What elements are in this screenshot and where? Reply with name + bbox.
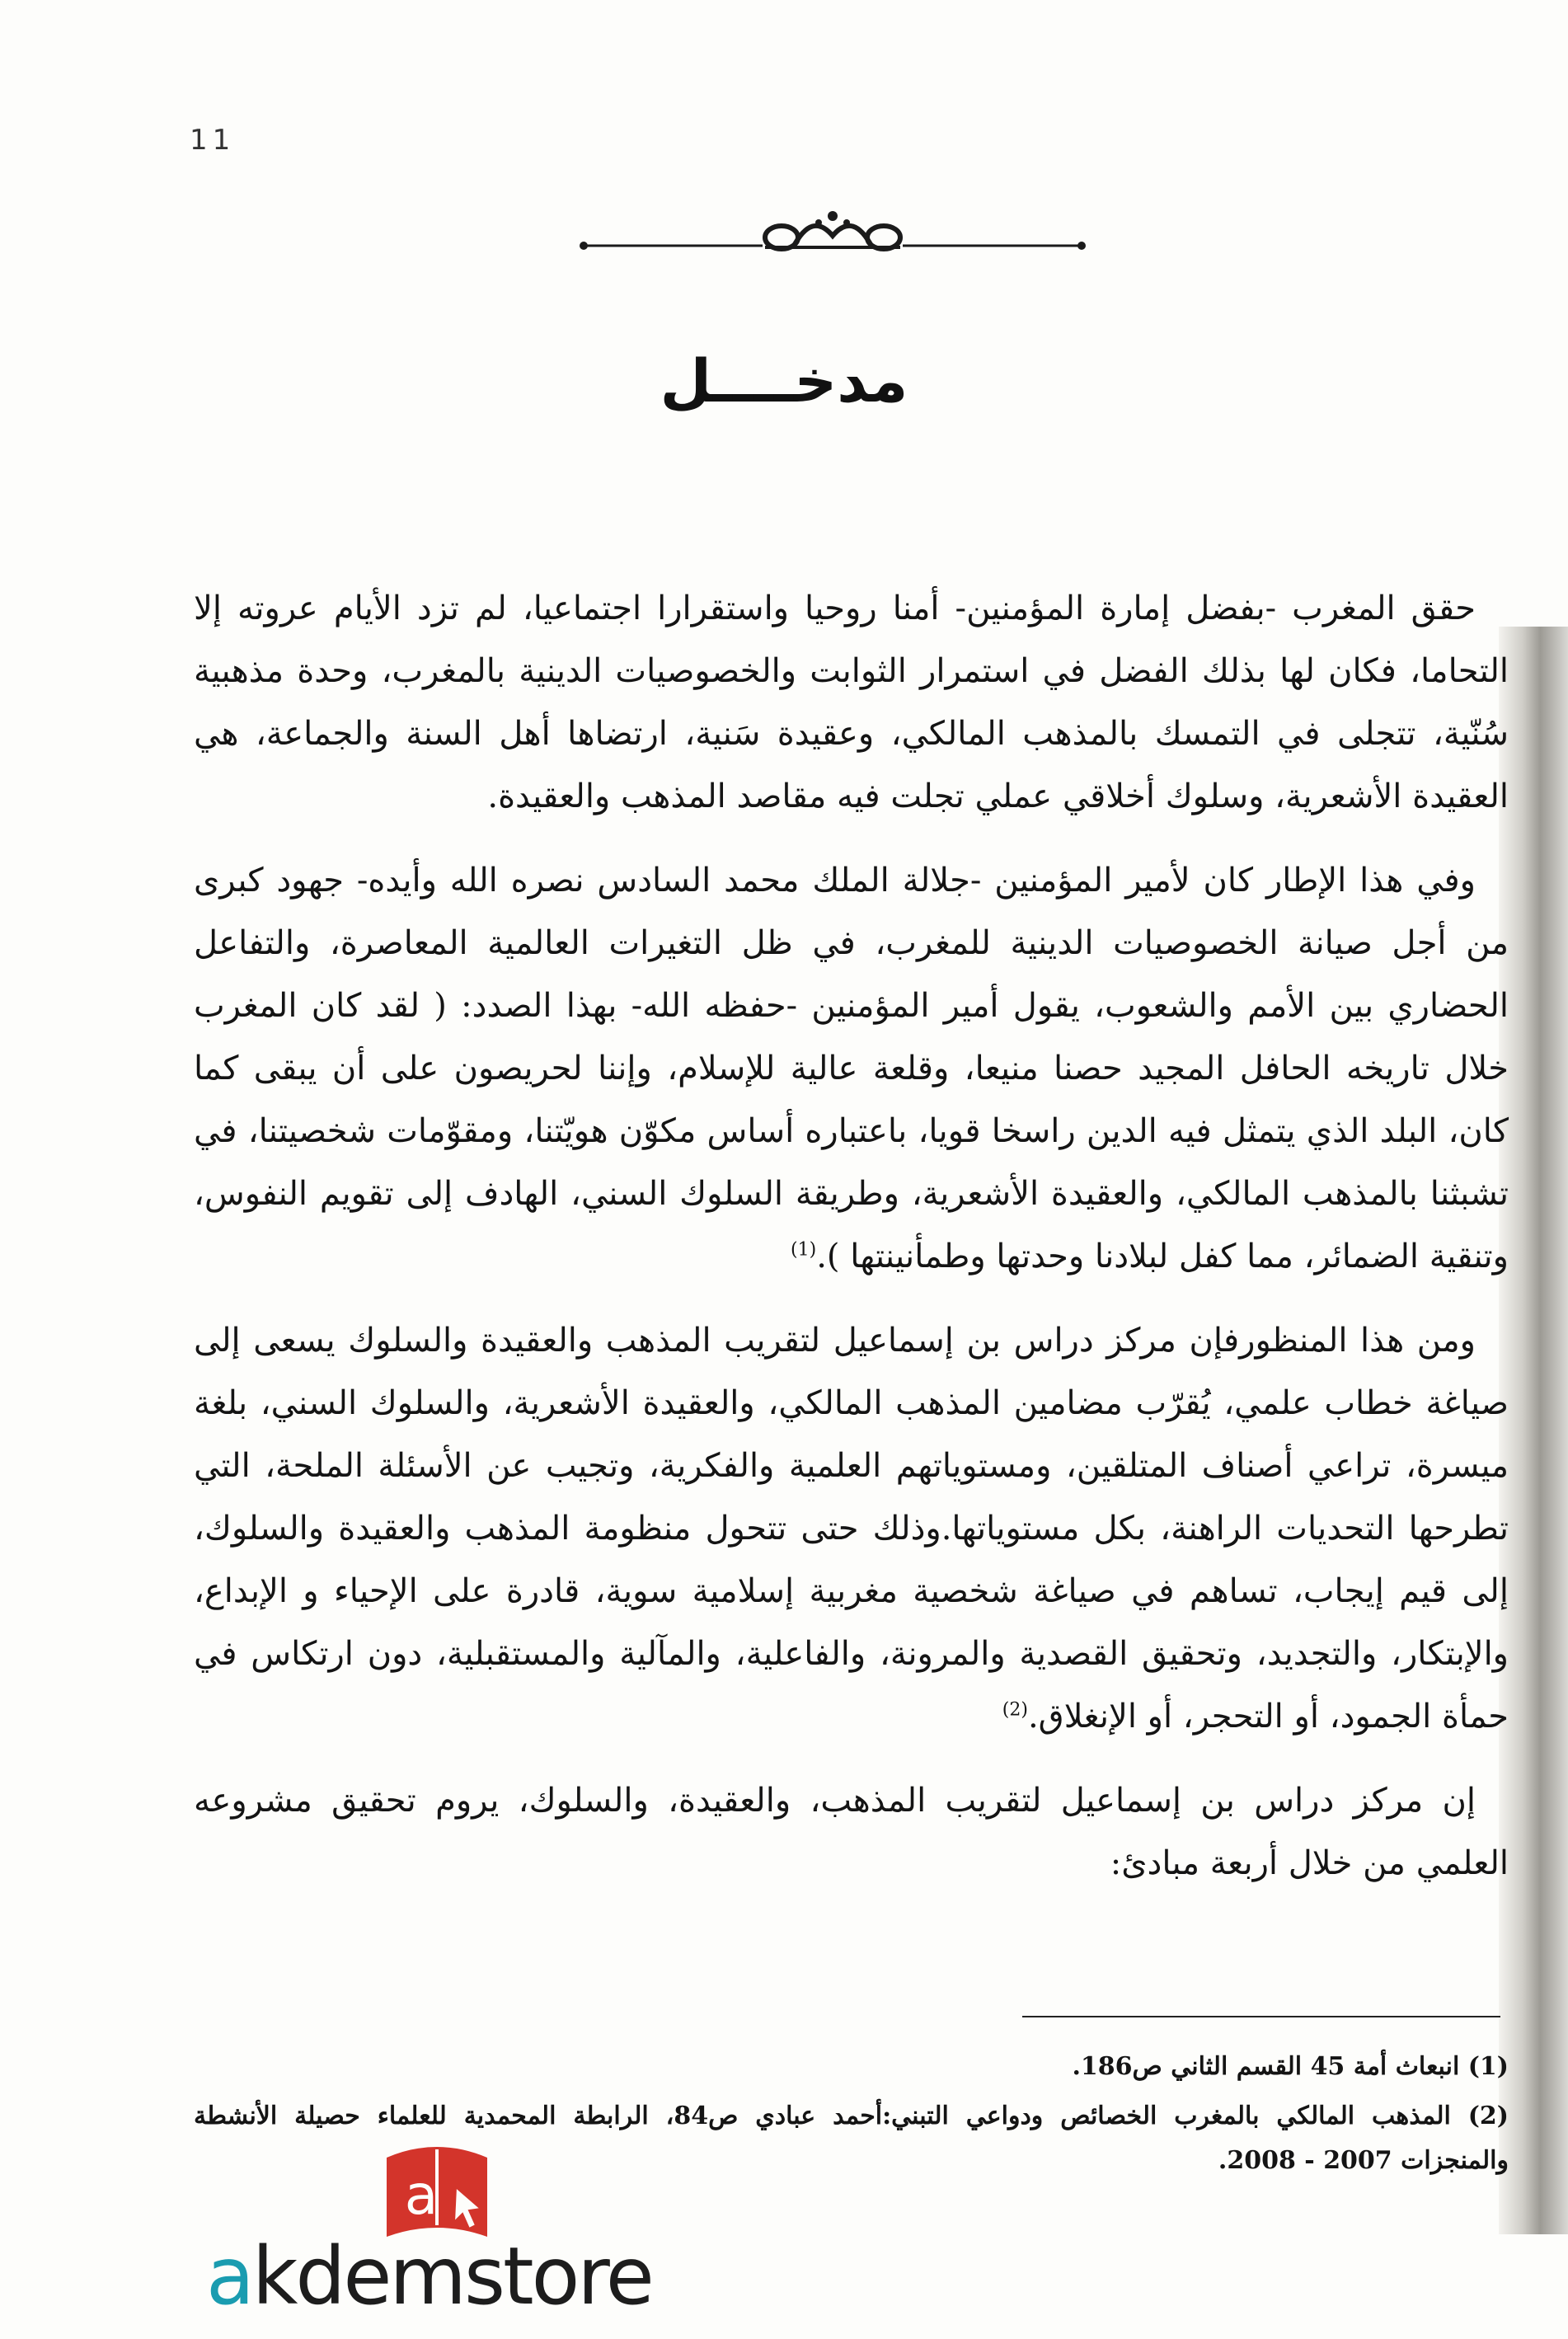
footnote-ref-1: (1) — [791, 1239, 817, 1261]
body-text — [194, 577, 1509, 1916]
paragraph-2 — [194, 849, 1509, 1288]
chapter-title: مدخــــل — [660, 346, 908, 416]
paragraph-2-text: وفي هذا الإطار كان لأمير المؤمنين -جلالة الملك محمد السادس نصره الله وأيده- جهود كبرى من أجل صيانة الخصوصيات الدينية للمغرب، في ظل التغيرات العالمية المعاصرة، والتفاعل الحضاري بين الأمم والشعوب، يقول أمير المؤمنين -حفظه الله- بهذا الصدد: ( لقد كان المغرب خلال تاريخه الحافل المجيد حصنا منيعا، وقلعة عالية للإسلام، وإننا لحريصون على أن يبقى كما كان، البلد الذي يتمثل فيه الدين راسخا قويا، باعتباره أساس مكوّن هويّتنا، ومقوّمات شخصيتنا، في تشبثنا بالمذهب المالكي، والعقيدة الأشعرية، وطريقة السلوك السني، الهادف إلى تقويم النفوس، وتنقية الضمائر، مما كفل لبلادنا وحدتها وطمأنينتها ). — [194, 862, 1509, 1275]
paragraph-3-text: ومن هذا المنظورفإن مركز دراس بن إسماعيل لتقريب المذهب والعقيدة والسلوك يسعى إلى صياغة خطاب علمي، يُقرّب مضامين المذهب المالكي، والعقيدة الأشعرية، والسلوك السني، بلغة ميسرة، تراعي أصناف المتلقين، ومستوياتهم العلمية والفكرية، وتجيب عن الأسئلة الملحة، التي تطرحها التحديات الراهنة، بكل مستوياتها.وذلك حتى تتحول منظومة المذهب والعقيدة والسلوك، إلى قيم إيجاب، تساهم في صياغة شخصية مغربية إسلامية سوية، قادرة على الإحياء و الإبداع، والإبتكار، والتجديد، وتحقيق القصدية والمرونة، والفاعلية، والمآلية والمستقبلية، دون ارتكاس في حمأة الجمود، أو التحجر، أو الإنغلاق. — [194, 1322, 1509, 1735]
paragraph-3 — [194, 1309, 1509, 1748]
paragraph-4: إن مركز دراس بن إسماعيل لتقريب المذهب، والعقيدة، والسلوك، يروم تحقيق مشروعه العلمي من خلال أربعة مبادئ: — [194, 1782, 1509, 1882]
logo-wordmark: kdemstore — [251, 2230, 652, 2323]
paragraph-1: حقق المغرب -بفضل إمارة المؤمنين- أمنا روحيا واستقرارا اجتماعيا، لم تزد الأيام عروته إلا التحاما، فكان لها بذلك الفضل في استمرار الثوابت والخصوصيات الدينية بالمغرب، وحدة مذهبية سُنّية، تتجلى في التمسك بالمذهب المالكي، وعقيدة سَنية، ارتضاها أهل السنة والجماعة، هي العقيدة الأشعرية، وسلوك أخلاقي عملي تجلت فيه مقاصد المذهب والعقيدة. — [194, 589, 1509, 815]
logo-icon-letter: a — [404, 2163, 439, 2227]
page-number: 11 — [190, 124, 236, 157]
footnote-ref-2: (2) — [1002, 1699, 1028, 1721]
book-spine-shadow — [1499, 627, 1568, 2234]
akdemstore-logo — [206, 2230, 652, 2323]
footnote-1: (1) انبعاث أمة 45 القسم الثاني ص186. — [1072, 2052, 1509, 2081]
logo-letter-a: a — [206, 2230, 252, 2323]
footnote-2: (2) المذهب المالكي بالمغرب الخصائص ودواعي التبني:أحمد عبادي ص84، الرابطة المحمدية للعلماء حصيلة الأنشطة والمنجزات 2007 - 2008. — [194, 2102, 1509, 2175]
footnote-divider — [1022, 2016, 1500, 2017]
ornament-divider-icon — [577, 206, 1088, 264]
